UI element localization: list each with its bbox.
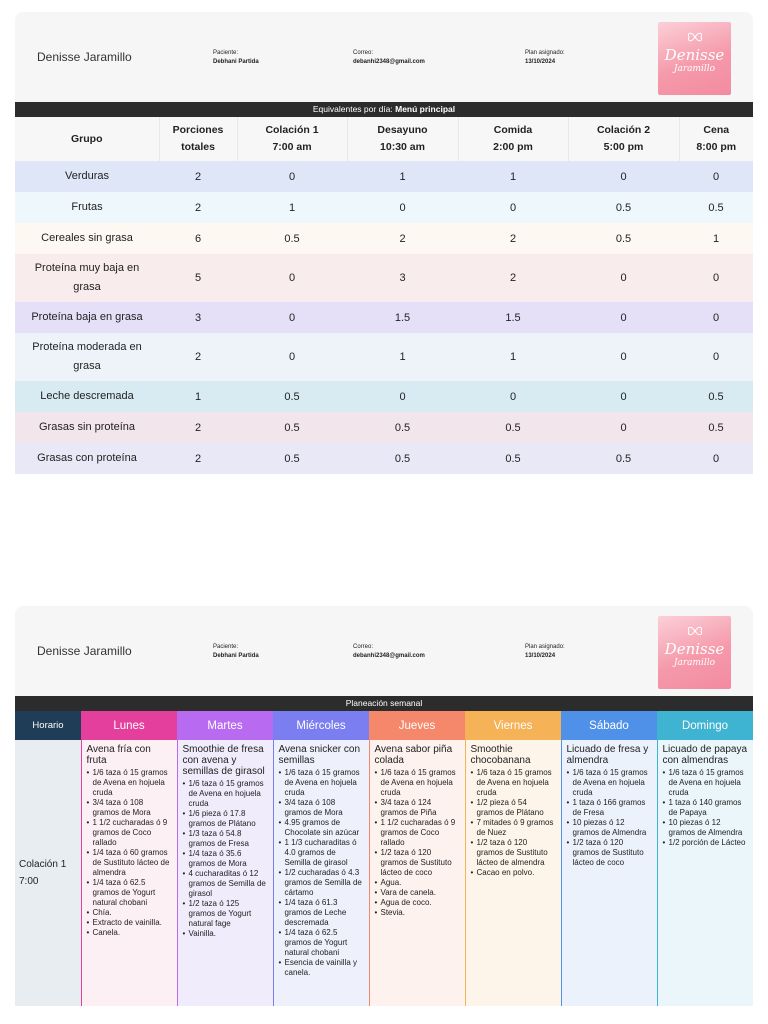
column-header-line1: Grupo [71,132,103,145]
patient-label: Paciente: [213,50,239,56]
logo-text-first: Denisse [664,640,725,658]
column-header-line1: Porciones [172,124,224,136]
plan-field [525,643,565,661]
brand-logo [658,22,731,95]
column-header-line1: Cena [703,124,730,136]
ingredient-item: • Cacao en polvo. [471,868,556,878]
brand-logo [658,616,731,689]
ingredient-item: • 1/6 pieza ó 17.8 gramos de Plátano [183,809,268,829]
ingredient-item: • 1/6 taza ó 15 gramos de Avena en hojuela cruda [471,768,556,798]
table-row [15,333,753,381]
portion-value: 1 [509,351,517,363]
ingredient-item: • 1 taza ó 166 gramos de Fresa [567,798,652,818]
column-header-line2: 5:00 pm [603,141,644,153]
day-header-sábado: Sábado [561,711,657,740]
ingredient-item: • 1/4 taza ó 62.5 gramos de Yogurt natural chobani [279,928,364,958]
ingredient-item: • Canela. [87,928,172,938]
portion-value: 1 [194,390,202,403]
portion-value: 0 [712,272,720,284]
portion-value: 0.5 [615,452,632,465]
column-header-line2: 8:00 pm [696,141,737,153]
ingredient-item: • 1 1/2 cucharadas ó 9 gramos de Coco rallado [87,818,172,848]
column-header-line2: 10:30 am [380,141,425,153]
table-row [15,161,753,192]
ingredient-item: • 1/2 porción de Lácteo [663,838,749,848]
portion-value: 1 [399,351,406,363]
meal-cell [273,740,369,1006]
ingredient-list [375,768,460,918]
portion-value: 0.5 [615,201,632,214]
ingredient-list [87,768,172,938]
day-header-viernes: Viernes [465,711,561,740]
portion-value: 0 [712,351,720,363]
day-header-jueves: Jueves [369,711,465,740]
portion-value: 2 [509,232,517,245]
equivalents-card [15,12,753,480]
column-header [15,117,159,161]
meal-cell [177,740,273,1006]
portion-value: 0 [288,351,296,363]
ingredient-item: • Stevia. [375,908,460,918]
meal-cell [81,740,177,1006]
recipe-title: Licuado de fresa y almendra [566,744,649,766]
ingredient-item: • 1/2 pieza ó 54 gramos de Plátano [471,798,556,818]
column-header [458,117,568,161]
ingredient-item: • 1/4 taza ó 35.6 gramos de Mora [183,849,268,869]
ingredient-item: • 10 piezas ó 12 gramos de Almendra [567,818,652,838]
patient-label: Paciente: [213,644,239,650]
column-header-line2: 2:00 pm [493,141,533,153]
day-header-row [15,711,753,740]
ingredient-item: • 1/6 taza ó 15 gramos de Avena en hojuela cruda [87,768,172,798]
portion-value: 0.5 [505,421,521,434]
time-slot-hour: 7:00 [19,876,39,887]
portion-value: 3 [194,311,202,324]
ingredient-item: • 1 taza ó 140 gramos de Papaya [663,798,749,818]
column-header-line1: Colación 2 [596,124,651,136]
portion-value: 2 [509,272,517,284]
table-header-row [15,117,753,161]
meal-cell [561,740,657,1006]
portion-value: 0 [712,311,720,324]
ingredient-item: • 3/4 taza ó 108 gramos de Mora [279,798,364,818]
table-row [15,223,753,254]
patient-value: Debhani Partida [213,653,259,659]
ingredient-item: • 1 1/3 cucharaditas ó 4.0 gramos de Semilla de girasol [279,838,364,868]
section-band [15,102,753,117]
column-header [679,117,753,161]
bow-icon [686,30,704,44]
band-prefix: Equivalentes por día: [312,104,396,114]
group-name: Frutas [71,201,103,213]
portion-value: 0 [399,201,406,214]
ingredient-item: • 1/2 taza ó 120 gramos de Sustituto lácteo de coco [567,838,652,868]
patient-field [213,643,259,661]
ingredient-list [471,768,556,878]
ingredient-item: • 4.95 gramos de Chocolate sin azúcar [279,818,364,838]
ingredient-list [279,768,364,978]
column-header [347,117,458,161]
ingredient-item: • Esencia de vainilla y canela. [279,958,364,978]
group-name: Cereales sin grasa [41,232,133,244]
ingredient-item: • 7 mitades ó 9 gramos de Nuez [471,818,556,838]
meal-cell [657,740,753,1006]
portion-value: 0.5 [708,390,724,403]
ingredient-item: • Agua. [375,878,460,888]
bow-icon [686,624,704,638]
email-field [353,643,425,661]
portion-value: 0 [620,351,627,363]
portion-value: 6 [194,232,202,245]
portion-value: 0.5 [505,452,521,465]
portion-value: 0 [509,201,517,214]
group-name: Leche descremada [40,390,134,402]
nutritionist-name: Denisse Jaramillo [37,50,132,64]
email-label: Correo: [353,50,374,56]
column-header [237,117,347,161]
portion-value: 1 [509,170,517,183]
card-header [15,606,753,696]
patient-value: Debhani Partida [213,59,259,65]
ingredient-list [183,779,268,939]
day-header-miércoles: Miércoles [273,711,369,740]
column-header [159,117,237,161]
plan-date: 13/10/2024 [525,59,556,65]
patient-field [213,49,259,67]
ingredient-item: • 1 1/2 cucharadas ó 9 gramos de Coco rallado [375,818,460,848]
email-label: Correo: [353,644,374,650]
portion-value: 2 [194,452,202,465]
ingredient-item: • 3/4 taza ó 108 gramos de Mora [87,798,172,818]
table-row [15,381,753,412]
ingredient-item: • 1/2 taza ó 120 gramos de Sustituto lácteo de coco [375,848,460,878]
ingredient-item: • 1/3 taza ó 54.8 gramos de Fresa [183,829,268,849]
portion-value: 1 [712,232,720,245]
email-value: debanhi2348@gmail.com [353,59,425,65]
group-name: Grasas sin proteína [39,421,135,433]
logo-text-last: Jaramillo [673,64,716,74]
portion-value: 0.5 [284,232,300,245]
plan-date: 13/10/2024 [525,653,556,659]
equivalents-table [15,117,753,474]
plan-label: Plan asignado: [525,644,565,650]
portion-value: 0 [288,272,296,284]
ingredient-item: • 1/4 taza ó 62.5 gramos de Yogurt natural chobani [87,878,172,908]
plan-field [525,49,565,67]
table-row [15,192,753,223]
logo-text-first: Denisse [664,46,725,64]
recipe-title: Smoothie de fresa con avena y semillas de girasol [182,744,265,777]
portion-value: 0 [288,311,296,324]
recipe-title: Avena snicker con semillas [278,744,361,766]
plan-label: Plan asignado: [525,50,565,56]
group-name: Proteína moderada en grasa [32,341,142,372]
group-name: Proteína baja en grasa [31,311,143,323]
portion-value: 0 [620,170,627,183]
ingredient-item: • Vainilla. [183,929,268,939]
column-header-line1: Colación 1 [265,124,319,136]
group-name: Grasas con proteína [37,452,137,464]
group-name: Verduras [64,170,110,182]
meal-cell [369,740,465,1006]
time-slot [15,740,81,1006]
column-header-line2: 7:00 am [272,141,312,153]
recipe-title: Smoothie chocobanana [470,744,531,766]
ingredient-item: • 4 cucharaditas ó 12 gramos de Semilla de girasol [183,869,268,899]
ingredient-item: • 1/2 taza ó 125 gramos de Yogurt natural fage [183,899,268,929]
nutritionist-name: Denisse Jaramillo [37,644,132,658]
portion-value: 0.5 [284,421,300,434]
portion-value: 0 [620,311,627,324]
portion-value: 1 [288,201,296,214]
ingredient-item: • Agua de coco. [375,898,460,908]
recipe-title: Licuado de papaya con almendras [662,744,748,766]
time-column-header: Horario [15,711,81,740]
table-body [15,161,753,474]
band-menu-name: Menú principal [395,104,456,114]
portion-value: 1 [399,170,406,183]
portion-value: 1.5 [394,311,411,324]
ingredient-item: • 1/4 taza ó 61.3 gramos de Leche descremada [279,898,364,928]
ingredient-item: • 1/2 cucharadas ó 4.3 gramos de Semilla de cártamo [279,868,364,898]
recipe-title: Avena sabor piña colada [374,744,453,766]
portion-value: 0 [620,272,627,284]
portion-value: 2 [194,201,202,214]
day-header-domingo: Domingo [657,711,753,740]
portion-value: 2 [194,170,202,183]
ingredient-list [663,768,749,848]
portion-value: 0.5 [394,421,411,434]
day-header-martes: Martes [177,711,273,740]
portion-value: 0 [620,421,627,434]
group-name: Proteína muy baja en grasa [34,262,140,293]
ingredient-item: • 1/6 taza ó 15 gramos de Avena en hojuela cruda [279,768,364,798]
ingredient-item: • Chía. [87,908,172,918]
portion-value: 5 [194,272,202,284]
portion-value: 0.5 [708,201,724,214]
email-field [353,49,425,67]
weekly-plan-table [15,711,753,1006]
recipe-title: Avena fría con fruta [86,744,151,766]
ingredient-item: • 1/6 taza ó 15 gramos de Avena en hojuela cruda [375,768,460,798]
portion-value: 2 [194,421,202,434]
column-header [568,117,679,161]
ingredient-item: • 1/6 taza ó 15 gramos de Avena en hojuela cruda [663,768,749,798]
ingredient-item: • 1/4 taza ó 60 gramos de Sustituto lácteo de almendra [87,848,172,878]
ingredient-item: • 3/4 taza ó 124 gramos de Piña [375,798,460,818]
portion-value: 3 [399,272,406,284]
time-slot-meal: Colación 1 [19,859,67,870]
portion-value: 0.5 [284,452,300,465]
portion-value: 2 [399,232,406,245]
portion-value: 0.5 [708,421,724,434]
meal-cell [465,740,561,1006]
portion-value: 0 [712,452,720,465]
column-header-line1: Comida [493,124,533,136]
logo-text-last: Jaramillo [673,658,716,668]
weekly-plan-card [15,606,753,1006]
portion-value: 0 [288,170,296,183]
ingredient-item: • 10 piezas ó 12 gramos de Almendra [663,818,749,838]
table-row [15,254,753,302]
ingredient-item: • Extracto de vainilla. [87,918,172,928]
ingredient-list [567,768,652,868]
portion-value: 0 [509,390,517,403]
ingredient-item: • 1/6 taza ó 15 gramos de Avena en hojuela cruda [567,768,652,798]
portion-value: 1.5 [505,311,521,324]
day-header-lunes: Lunes [81,711,177,740]
column-header-line1: Desayuno [377,124,428,136]
portion-value: 0 [399,390,406,403]
ingredient-item: • Vara de canela. [375,888,460,898]
email-value: debanhi2348@gmail.com [353,653,425,659]
portion-value: 0.5 [394,452,411,465]
ingredient-item: • 1/6 taza ó 15 gramos de Avena en hojuela cruda [183,779,268,809]
portion-value: 0.5 [615,232,632,245]
portion-value: 2 [194,351,202,363]
table-row [15,302,753,333]
portion-value: 0 [712,170,720,183]
card-header [15,12,753,102]
meal-row [15,740,753,1006]
ingredient-item: • 1/2 taza ó 120 gramos de Sustituto lácteo de almendra [471,838,556,868]
portion-value: 0 [620,390,627,403]
column-header-line2: totales [181,141,215,153]
table-row [15,443,753,474]
section-band: Planeación semanal [15,696,753,711]
portion-value: 0.5 [284,390,300,403]
table-row [15,412,753,443]
